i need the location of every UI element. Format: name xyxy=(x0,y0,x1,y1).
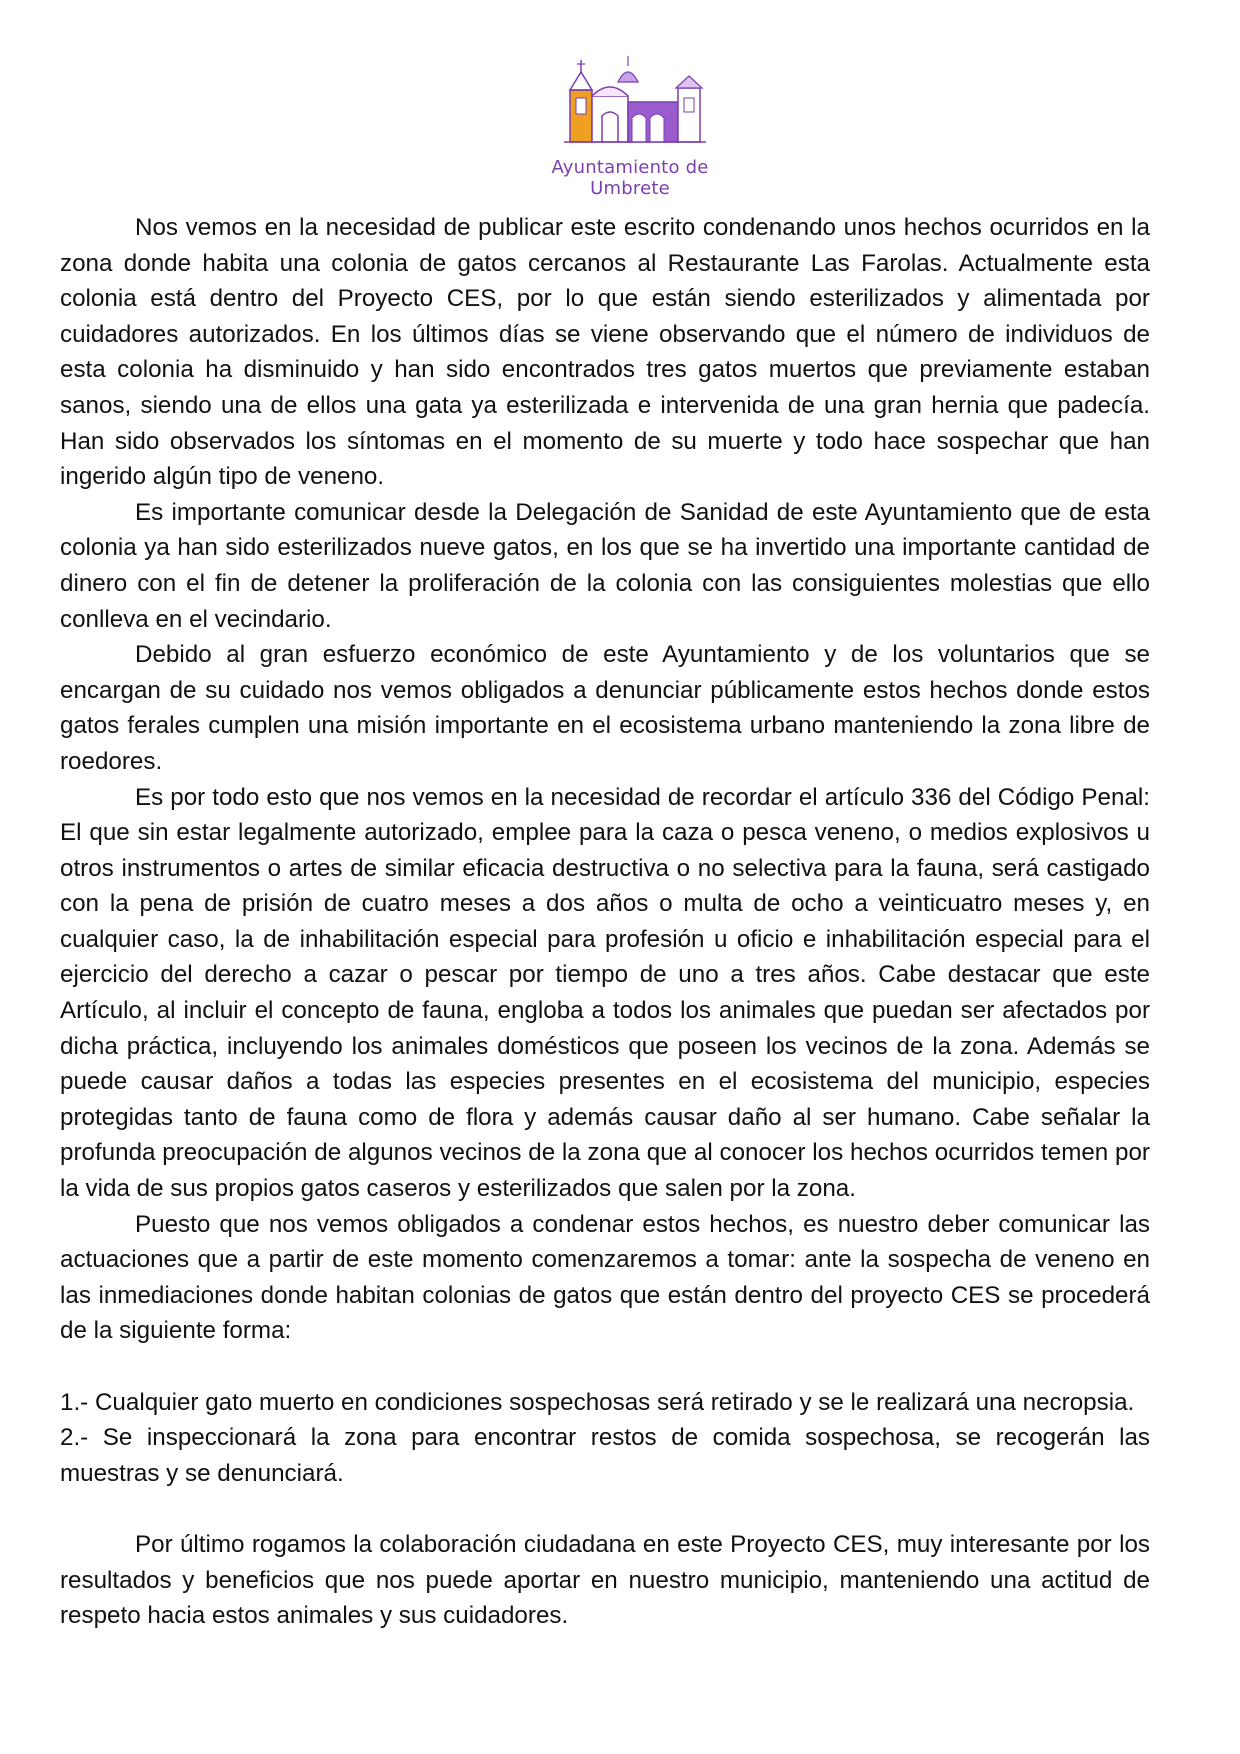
spacer xyxy=(60,1491,1150,1527)
logo-caption: Ayuntamiento de Umbrete xyxy=(551,157,709,199)
paragraph-2: Es importante comunicar desde la Delegación de Sanidad de este Ayuntamiento que de esta colonia ya han sido esterilizados nueve gatos, en los que se ha invertido una importante cantidad de dinero con el fin de detener la proliferación de la colonia con las consiguientes molestias que ello conlleva en el vecindario. xyxy=(60,498,1150,633)
town-hall-buildings-icon xyxy=(560,52,710,152)
list-item-2: 2.- Se inspeccionará la zona para encontrar restos de comida sospechosa, se recogerán las muestras y se denunciará. xyxy=(60,1424,1150,1487)
paragraph-4: Es por todo esto que nos vemos en la necesidad de recordar el artículo 336 del Código Penal: El que sin estar legalmente autorizado, emplee para la caza o pesca veneno, o medios explosivos u otros instrumentos o artes de similar eficacia destructiva o no selectiva para la fauna, será castigado con la pena de prisión de cuatro meses a dos años o multa de ocho a veinticuatro meses y, en cualquier caso, la de inhabilitación especial para profesión u oficio e inhabilitación especial para el ejercicio del derecho a cazar o pescar por tiempo de uno a tres años. Cabe destacar que este Artículo, al incluir el concepto de fauna, engloba a todos los animales que puedan ser afectados por dicha práctica, incluyendo los animales domésticos que poseen los vecinos de la zona. Además se puede causar daños a todas las especies presentes en el ecosistema del municipio, especies protegidas tanto de fauna como de flora y además causar daño al ser humano. Cabe señalar la profunda preocupación de algunos vecinos de la zona que al conocer los hechos ocurridos temen por la vida de sus propios gatos caseros y esterilizados que salen por la zona. xyxy=(60,783,1150,1203)
closing-paragraph: Por último rogamos la colaboración ciudadana en este Proyecto CES, muy interesante por los resultados y beneficios que nos puede aportar en nuestro municipio, manteniendo una actitud de respeto hacia estos animales y sus cuidadores. xyxy=(60,1530,1150,1630)
paragraph-3: Debido al gran esfuerzo económico de este Ayuntamiento y de los voluntarios que se encargan de su cuidado nos vemos obligados a denunciar públicamente estos hechos donde estos gatos ferales cumplen una misión importante en el ecosistema urbano manteniendo la zona libre de roedores. xyxy=(60,641,1150,775)
municipal-logo xyxy=(510,52,750,199)
paragraph-5: Puesto que nos vemos obligados a condenar estos hechos, es nuestro deber comunicar las actuaciones que a partir de este momento comenzaremos a tomar: ante la sospecha de veneno en las inmediaciones donde habitan colonias de gatos que están dentro del proyecto CES se procederá de la siguiente forma: xyxy=(60,1210,1150,1345)
spacer xyxy=(60,1349,1150,1385)
document-body xyxy=(60,210,1150,1634)
list-item-1: 1.- Cualquier gato muerto en condiciones sospechosas será retirado y se le realizará una necropsia. xyxy=(60,1388,1135,1416)
paragraph-1: Nos vemos en la necesidad de publicar este escrito condenando unos hechos ocurridos en la zona donde habita una colonia de gatos cercanos al Restaurante Las Farolas. Actualmente esta colonia está dentro del Proyecto CES, por lo que están siendo esterilizados y alimentada por cuidadores autorizados. En los últimos días se viene observando que el número de individuos de esta colonia ha disminuido y han sido encontrados tres gatos muertos que previamente estaban sanos, siendo una de ellos una gata ya esterilizada e intervenida de una gran hernia que padecía. Han sido observados los síntomas en el momento de su muerte y todo hace sospechar que han ingerido algún tipo de veneno. xyxy=(60,214,1150,491)
